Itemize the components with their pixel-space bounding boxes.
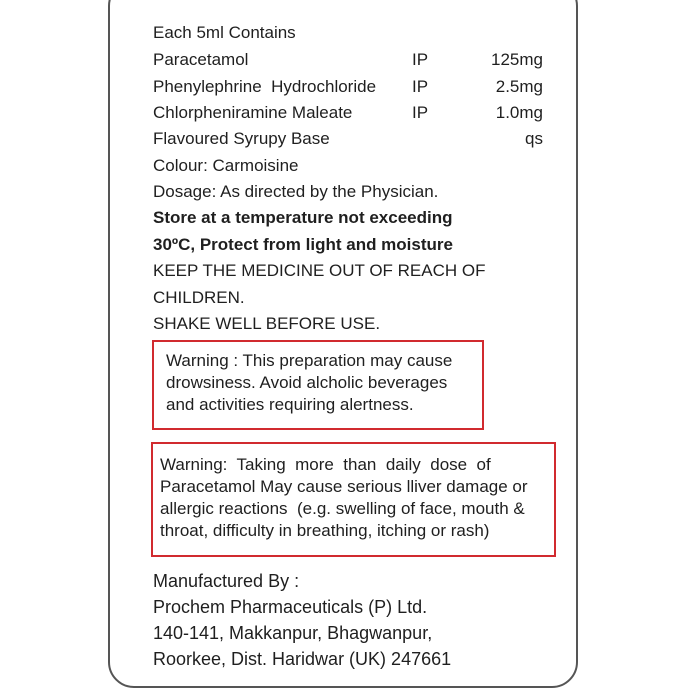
warning-line: and activities requiring alertness.	[166, 395, 414, 414]
ingredient-qty: qs	[525, 129, 543, 148]
manufacturer-address: Roorkee, Dist. Haridwar (UK) 247661	[153, 649, 452, 669]
ingredient-grade: IP	[412, 77, 429, 96]
ingredient-grade: IP	[412, 50, 429, 69]
manufacturer-name: Prochem Pharmaceuticals (P) Ltd.	[153, 597, 428, 617]
ingredient-name: Paracetamol	[153, 50, 249, 69]
ingredient-name: Phenylephrine Hydrochloride	[153, 77, 377, 96]
drowsiness-warning-box	[152, 340, 484, 430]
warning-line: throat, difficulty in breathing, itching or rash)	[160, 521, 490, 540]
colour-text: Colour: Carmoisine	[153, 156, 299, 175]
ingredient-row	[153, 50, 573, 70]
warning-line: Warning : This preparation may cause	[166, 351, 453, 370]
ingredient-row	[153, 103, 573, 123]
warning-line: Paracetamol May cause serious lliver damage or	[160, 477, 528, 496]
composition-heading: Each 5ml Contains	[153, 23, 296, 42]
manufacturer-address: 140-141, Makkanpur, Bhagwanpur,	[153, 623, 433, 643]
shake-text: SHAKE WELL BEFORE USE.	[153, 314, 381, 333]
ingredient-grade: IP	[412, 103, 429, 122]
dosage-text: Dosage: As directed by the Physician.	[153, 182, 439, 201]
overdose-warning-box	[151, 442, 556, 557]
ingredient-qty: 1.0mg	[495, 103, 543, 122]
warning-line: drowsiness. Avoid alcholic beverages	[166, 373, 448, 392]
ingredient-row	[153, 77, 573, 97]
manufacturer-label: Manufactured By :	[153, 571, 300, 591]
keep-out-line: CHILDREN.	[153, 288, 245, 307]
storage-line: 30ºC, Protect from light and moisture	[153, 235, 453, 254]
ingredient-name: Chlorpheniramine Maleate	[153, 103, 353, 122]
warning-line: allergic reactions (e.g. swelling of face, mouth &	[160, 499, 525, 518]
ingredient-qty: 125mg	[491, 50, 543, 69]
ingredient-name: Flavoured Syrupy Base	[153, 129, 330, 148]
warning-line: Warning: Taking more than daily dose of	[160, 455, 491, 474]
ingredient-row	[153, 129, 573, 149]
keep-out-line: KEEP THE MEDICINE OUT OF REACH OF	[153, 261, 486, 280]
ingredient-qty: 2.5mg	[495, 77, 543, 96]
storage-line: Store at a temperature not exceeding	[153, 208, 453, 227]
